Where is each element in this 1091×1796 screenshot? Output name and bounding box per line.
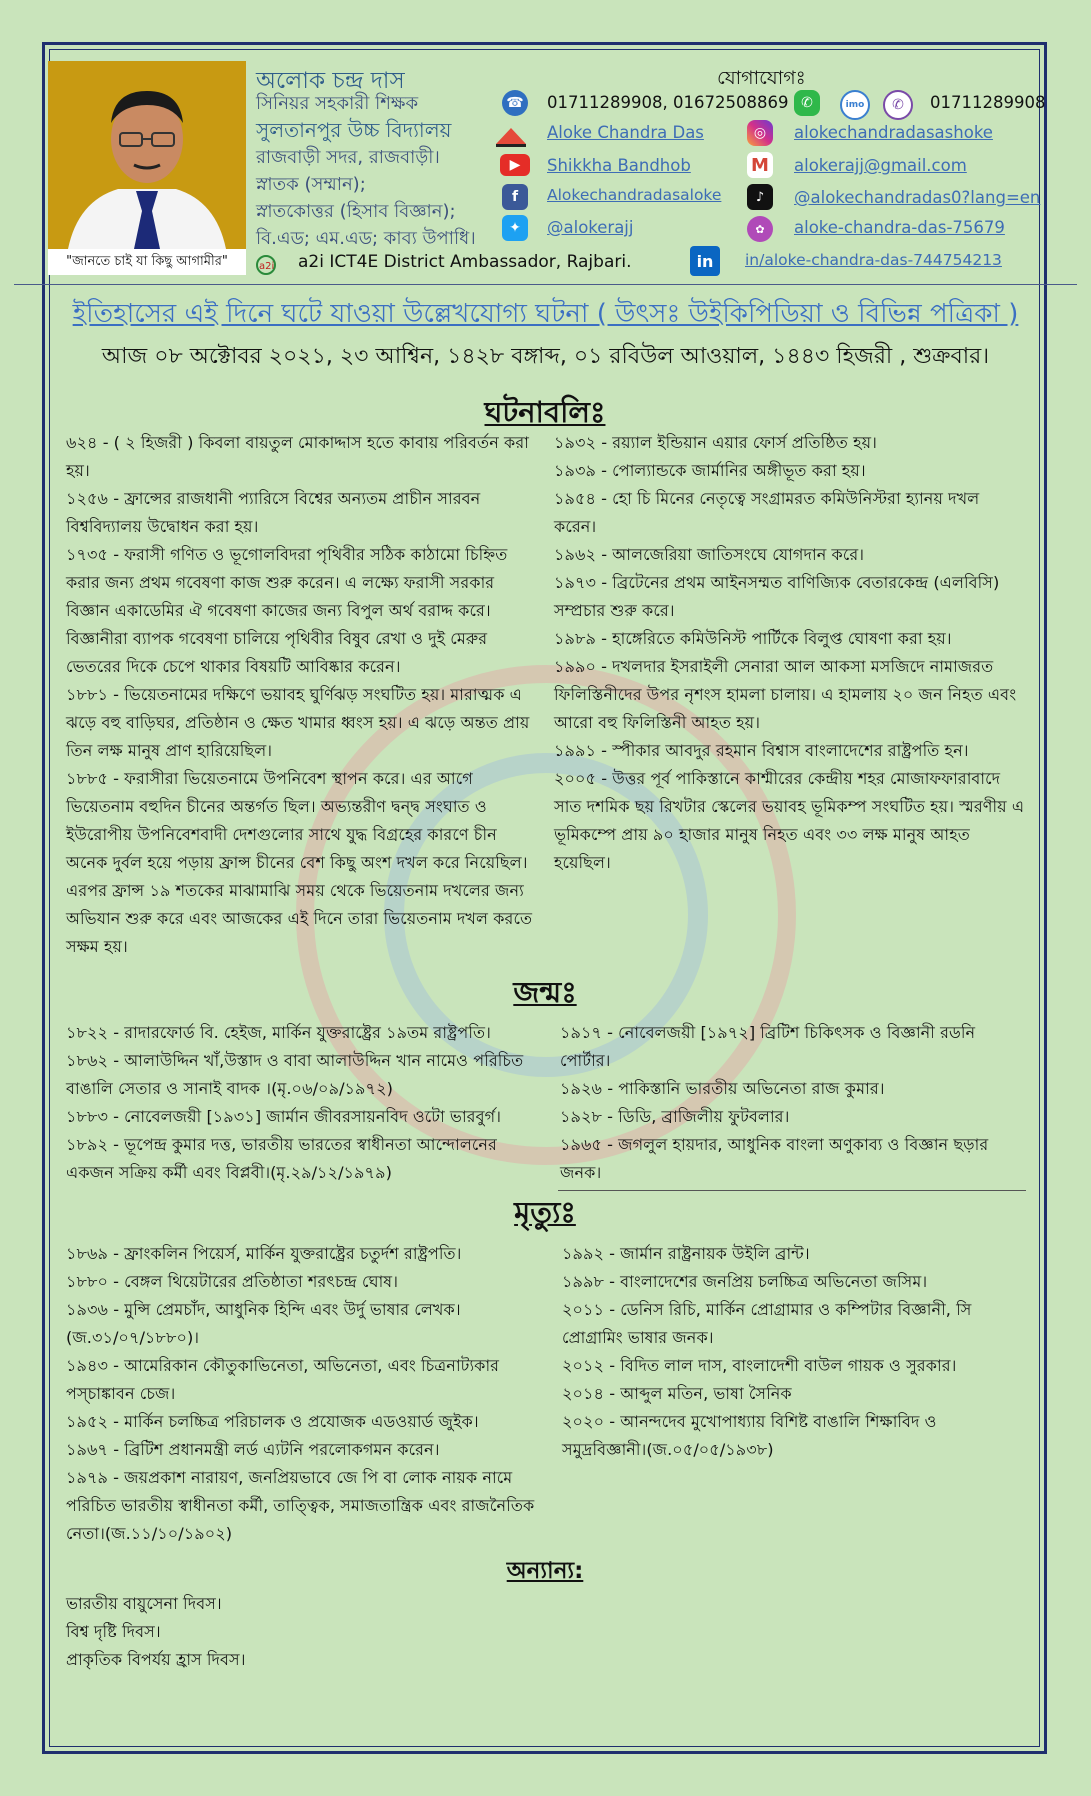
event-item: ১৯৫৪ - হো চি মিনের নেতৃত্বে সংগ্রামরত কমিউনিস্টরা হ্যানয় দখল করেন। — [554, 489, 980, 536]
births-heading: জন্মঃ — [513, 975, 577, 1009]
messaging-phone: 01711289908 — [930, 93, 1046, 112]
birth-item: ১৮৬২ - আলাউদ্দিন খাঁ,উস্তাদ ও বাবা আলাউদ্দিন খান নামেও পরিচিত বাঙালি সেতার ও সানাই বাদক ।(মৃ.০৬/০৯/১৯৭২) — [66, 1051, 524, 1098]
events-heading: ঘটনাবলিঃ — [484, 395, 606, 429]
a2i-logo-icon — [254, 253, 278, 275]
death-item: ২০১২ - বিদিত লাল দাস, বাংলাদেশী বাউল গায়ক ও সুরকার। — [562, 1356, 957, 1375]
youtube-icon[interactable]: ▶ — [500, 154, 530, 176]
event-item: ৬২৪ - ( ২ হিজরী ) কিবলা বায়তুল মোকাদ্দাস হতে কাবায় পরিবর্তন করা হয়। — [66, 433, 529, 480]
events-left-column — [66, 429, 536, 961]
profile-designation: সিনিয়র সহকারী শিক্ষক — [256, 93, 419, 114]
ambassador-text: a2i ICT4E District Ambassador, Rajbari. — [298, 252, 632, 272]
event-item: ১২৫৬ - ফ্রান্সের রাজধানী প্যারিসে বিশ্বের অন্যতম প্রাচীন সারবন বিশ্ববিদ্যালয় উদ্বোধন করা হয়। — [66, 489, 481, 536]
person-portrait-icon — [48, 61, 246, 249]
births-left-column — [66, 1019, 536, 1187]
twitter-icon[interactable]: ✦ — [502, 215, 528, 241]
tiktok-icon[interactable]: ♪ — [747, 184, 773, 210]
facebook-profile-link[interactable]: Aloke Chandra Das — [547, 123, 704, 142]
death-item: ১৮৮০ - বেঙ্গল থিয়েটারের প্রতিষ্ঠাতা শরৎচন্দ্র ঘোষ। — [66, 1272, 398, 1291]
gmail-icon[interactable]: M — [747, 152, 773, 178]
phone-numbers: 01711289908, 01672508869 — [547, 93, 789, 112]
instagram-link[interactable]: alokechandradasashoke — [794, 123, 993, 142]
event-item: ১৭৩৫ - ফরাসী গণিত ও ভূগোলবিদরা পৃথিবীর সঠিক কাঠামো চিহ্নিত করার জন্য প্রথম গবেষণা কাজ শুরু করেন। এ লক্ষ্যে ফরাসী সরকার বিজ্ঞান একাডেমির ঐ গবেষণা কাজের জন্য বিপুল অর্থ বরাদ্দ করে। বিজ্ঞানীরা ব্যাপক গবেষণা চালিয়ে পৃথিবীর বিষুব রেখা ও দুই মেরুর ভেতরের দিকে চেপে থাকার বিষয়টি আবিষ্কার করেন। — [66, 545, 508, 676]
event-item: ১৯৬২ - আলজেরিয়া জাতিসংঘে যোগদান করে। — [554, 545, 865, 564]
other-profile-link[interactable]: aloke-chandra-das-75679 — [794, 218, 1005, 237]
viber-icon[interactable]: ✆ — [883, 90, 913, 120]
other-item: প্রাকৃতিক বিপর্যয় হ্রাস দিবস। — [66, 1650, 246, 1669]
birth-item: ১৯৬৫ - জগলুল হায়দার, আধুনিক বাংলা অণুকাব্য ও বিজ্ঞান ছড়ার জনক। — [560, 1135, 989, 1182]
death-item: ১৯৭৯ - জয়প্রকাশ নারায়ণ, জনপ্রিয়ভাবে জে পি বা লোক নায়ক নামে পরিচিত ভারতীয় স্বাধীনতা কর্মী, তাত্ত্বিক, সমাজতান্ত্রিক এবং রাজনৈতিক নেতা।(জ.১১/১০/১৯০২) — [66, 1468, 535, 1543]
photo-caption: "জানতে চাই যা কিছু আগামীর" — [48, 249, 246, 275]
email-link[interactable]: alokerajj@gmail.com — [794, 156, 967, 175]
event-item: ১৮৮১ - ভিয়েতনামের দক্ষিণে ভয়াবহ ঘুর্ণিঝড় সংঘটিত হয়। মারাত্মক এ ঝড়ে বহু বাড়িঘর, প্রতিষ্ঠান ও ক্ষেত খামার ধ্বংস হয়। এ ঝড়ে অন্তত প্রায় তিন লক্ষ মানুষ প্রাণ হারিয়েছিল। — [66, 685, 530, 760]
event-item: ১৯৯১ - স্পীকার আবদুর রহমান বিশ্বাস বাংলাদেশের রাষ্ট্রপতি হন। — [554, 741, 969, 760]
shikkha-logo-icon — [494, 124, 528, 148]
event-item: ২০০৫ - উত্তর পূর্ব পাকিস্তানে কাশ্মীরের কেন্দ্রীয় শহর মোজাফফারাবাদে সাত দশমিক ছয় রিখটার স্কেলের ভয়াবহ ভূমিকম্প সংঘটিত হয়। স্মরণীয় এ ভূমিকম্পে প্রায় ৯০ হাজার মানুষ নিহত এবং ৩৩ লক্ষ মানুষ আহত হয়েছিল। — [554, 769, 1025, 872]
date-line: আজ ০৮ অক্টোবর ২০২১, ২৩ আশ্বিন, ১৪২৮ বঙ্গাব্দ, ০১ রবিউল আওয়াল, ১৪৪৩ হিজরী , শুক্রবার। — [101, 344, 990, 369]
death-item: ২০২০ - আনন্দদেব মুখোপাধ্যায় বিশিষ্ট বাঙালি শিক্ষাবিদ ও সমুদ্রবিজ্ঞানী।(জ.০৫/০৫/১৯৩৮) — [562, 1412, 937, 1459]
death-item: ২০১৪ - আব্দুল মতিন, ভাষা সৈনিক — [562, 1384, 792, 1403]
twitter-link[interactable]: @alokerajj — [547, 218, 634, 237]
event-item: ১৯৮৯ - হাঙ্গেরিতে কমিউনিস্ট পার্টিকে বিলুপ্ত ঘোষণা করা হয়। — [554, 629, 952, 648]
svg-text:a2i: a2i — [259, 261, 275, 272]
profile-school: সুলতানপুর উচ্চ বিদ্যালয় — [256, 118, 452, 142]
profile-degree-1: স্নাতক (সম্মান); — [256, 174, 366, 195]
event-item: ১৯৩২ - রয়্যাল ইন্ডিয়ান এয়ার ফোর্স প্রতিষ্ঠিত হয়। — [554, 433, 877, 452]
youtube-link[interactable]: Shikkha Bandhob — [547, 156, 691, 175]
birth-item: ১৮৮৩ - নোবেলজয়ী [১৯৩১] জার্মান জীবরসায়নবিদ ওটো ভারবুর্গ। — [66, 1107, 501, 1126]
birth-item: ১৯১৭ - নোবেলজয়ী [১৯৭২] ব্রিটিশ চিকিৎসক ও বিজ্ঞানী রডনি পোর্টার। — [560, 1023, 976, 1070]
podcast-icon[interactable]: ✿ — [747, 216, 773, 242]
deaths-heading: মৃত্যুঃ — [514, 1195, 576, 1229]
phone-icon: ☎ — [502, 90, 528, 116]
death-item: ১৯৬৭ - ব্রিটিশ প্রধানমন্ত্রী লর্ড এ্যটনি পরলোকগমন করেন। — [66, 1440, 440, 1459]
others-column — [66, 1590, 536, 1674]
imo-icon[interactable]: imo — [840, 90, 870, 120]
profile-name: অলোক চন্দ্র দাস — [256, 68, 405, 94]
death-item: ১৯৯৮ - বাংলাদেশের জনপ্রিয় চলচ্চিত্র অভিনেতা জসিম। — [562, 1272, 928, 1291]
event-item: ১৯৯০ - দখলদার ইসরাইলী সেনারা আল আকসা মসজিদে নামাজরত ফিলিস্তিনীদের উপর নৃশংস হামলা চালায়। এ হামলায় ২০ জন নিহত এবং আরো বহু ফিলিস্তিনী আহত হয়। — [554, 657, 1017, 732]
births-right-column — [560, 1019, 1026, 1187]
event-item: ১৯৭৩ - ব্রিটেনের প্রথম আইনসম্মত বাণিজ্যিক বেতারকেন্দ্র (এলবিসি) সম্প্রচার শুরু করে। — [554, 573, 1000, 620]
death-item: ১৯৪৩ - আমেরিকান কৌতুকাভিনেতা, অভিনেতা, এবং চিত্রনাট্যকার পস্চাঙ্কাবন চেজ। — [66, 1356, 500, 1403]
whatsapp-icon[interactable]: ✆ — [794, 90, 820, 116]
profile-details — [256, 90, 476, 252]
deaths-left-column — [66, 1240, 536, 1548]
profile-photo — [48, 61, 246, 249]
birth-item: ১৮৯২ - ভূপেন্দ্র কুমার দত্ত, ভারতীয় ভারতের স্বাধীনতা আন্দোলনের একজন সক্রিয় কর্মী এবং বিপ্লবী।(মৃ.২৯/১২/১৯৭৯) — [66, 1135, 497, 1182]
page-title: ইতিহাসের এই দিনে ঘটে যাওয়া উল্লেখযোগ্য ঘটনা ( উৎসঃ উইকিপিডিয়া ও বিভিন্ন পত্রিকা ) — [72, 299, 1019, 329]
tiktok-link[interactable]: @alokechandradas0?lang=en — [794, 188, 1041, 207]
facebook-icon[interactable]: f — [502, 184, 528, 210]
death-item: ১৯৫২ - মার্কিন চলচ্চিত্র পরিচালক ও প্রযোজক এডওয়ার্ড জুইক। — [66, 1412, 479, 1431]
header-rule — [14, 284, 1077, 285]
death-item: ১৯৩৬ - মুন্সি প্রেমচাঁদ, আধুনিক হিন্দি এবং উর্দু ভাষার লেখক।(জ.৩১/০৭/১৮৮০)। — [66, 1300, 461, 1347]
other-item: ভারতীয় বায়ুসেনা দিবস। — [66, 1594, 222, 1613]
contact-title: যোগাযোগঃ — [717, 67, 806, 89]
instagram-icon[interactable]: ◎ — [747, 120, 773, 146]
death-item: ২০১১ - ডেনিস রিচি, মার্কিন প্রোগ্রামার ও কম্পিটার বিজ্ঞানী, সি প্রোগ্রামিং ভাষার জনক। — [562, 1300, 972, 1347]
death-item: ১৮৬৯ - ফ্রাংকলিন পিয়ের্স, মার্কিন যুক্তরাষ্ট্রের চতুর্দশ রাষ্ট্রপতি। — [66, 1244, 462, 1263]
linkedin-icon[interactable]: in — [690, 246, 720, 276]
profile-degree-2: স্নাতকোত্তর (হিসাব বিজ্ঞান); — [256, 201, 456, 222]
other-item: বিশ্ব দৃষ্টি দিবস। — [66, 1622, 161, 1641]
linkedin-link[interactable]: in/aloke-chandra-das-744754213 — [745, 251, 1002, 269]
event-item: ১৮৮৫ - ফরাসীরা ভিয়েতনামে উপনিবেশ স্থাপন করে। এর আগে ভিয়েতনাম বহুদিন চীনের অন্তর্গত ছিল। অভ্যন্তরীণ দ্বন্দ্ব সংঘাত ও ইউরোপীয় উপনিবেশবাদী দেশগুলোর সাথে যুদ্ধ বিগ্রহের কারণে চীন অনেক দুর্বল হয়ে পড়ায় ফ্রান্স চীনের বেশ কিছু অংশ দখল করে নিয়েছিল। এরপর ফ্রান্স ১৯ শতকের মাঝামাঝি সময় থেকে ভিয়েতনাম দখলের জন্য অভিযান শুরু করে এবং আজকের এই দিনে তারা ভিয়েতনাম দখল করতে সক্ষম হয়। — [66, 769, 533, 956]
event-item: ১৯৩৯ - পোল্যান্ডকে জার্মানির অঙ্গীভূত করা হয়। — [554, 461, 866, 480]
birth-item: ১৯২৬ - পাকিস্তানি ভারতীয় অভিনেতা রাজ কুমার। — [560, 1079, 885, 1098]
profile-address: রাজবাড়ী সদর, রাজবাড়ী। — [256, 147, 440, 168]
events-right-column — [554, 429, 1026, 877]
profile-degree-3: বি.এড; এম.এড; কাব্য উপাধি। — [256, 228, 476, 249]
death-item: ১৯৯২ - জার্মান রাষ্ট্রনায়ক উইলি ব্রান্ট। — [562, 1244, 810, 1263]
birth-item: ১৮২২ - রাদারফোর্ড বি. হেইজ, মার্কিন যুক্তরাষ্ট্রের ১৯তম রাষ্ট্রপতি। — [66, 1023, 491, 1042]
birth-item: ১৯২৮ - ডিডি, ব্রাজিলীয় ফুটবলার। — [560, 1107, 790, 1126]
facebook-page-link[interactable]: Alokechandradasaloke — [547, 186, 722, 204]
deaths-right-column — [562, 1240, 1026, 1464]
others-heading: অন্যান্য: — [506, 1558, 584, 1584]
